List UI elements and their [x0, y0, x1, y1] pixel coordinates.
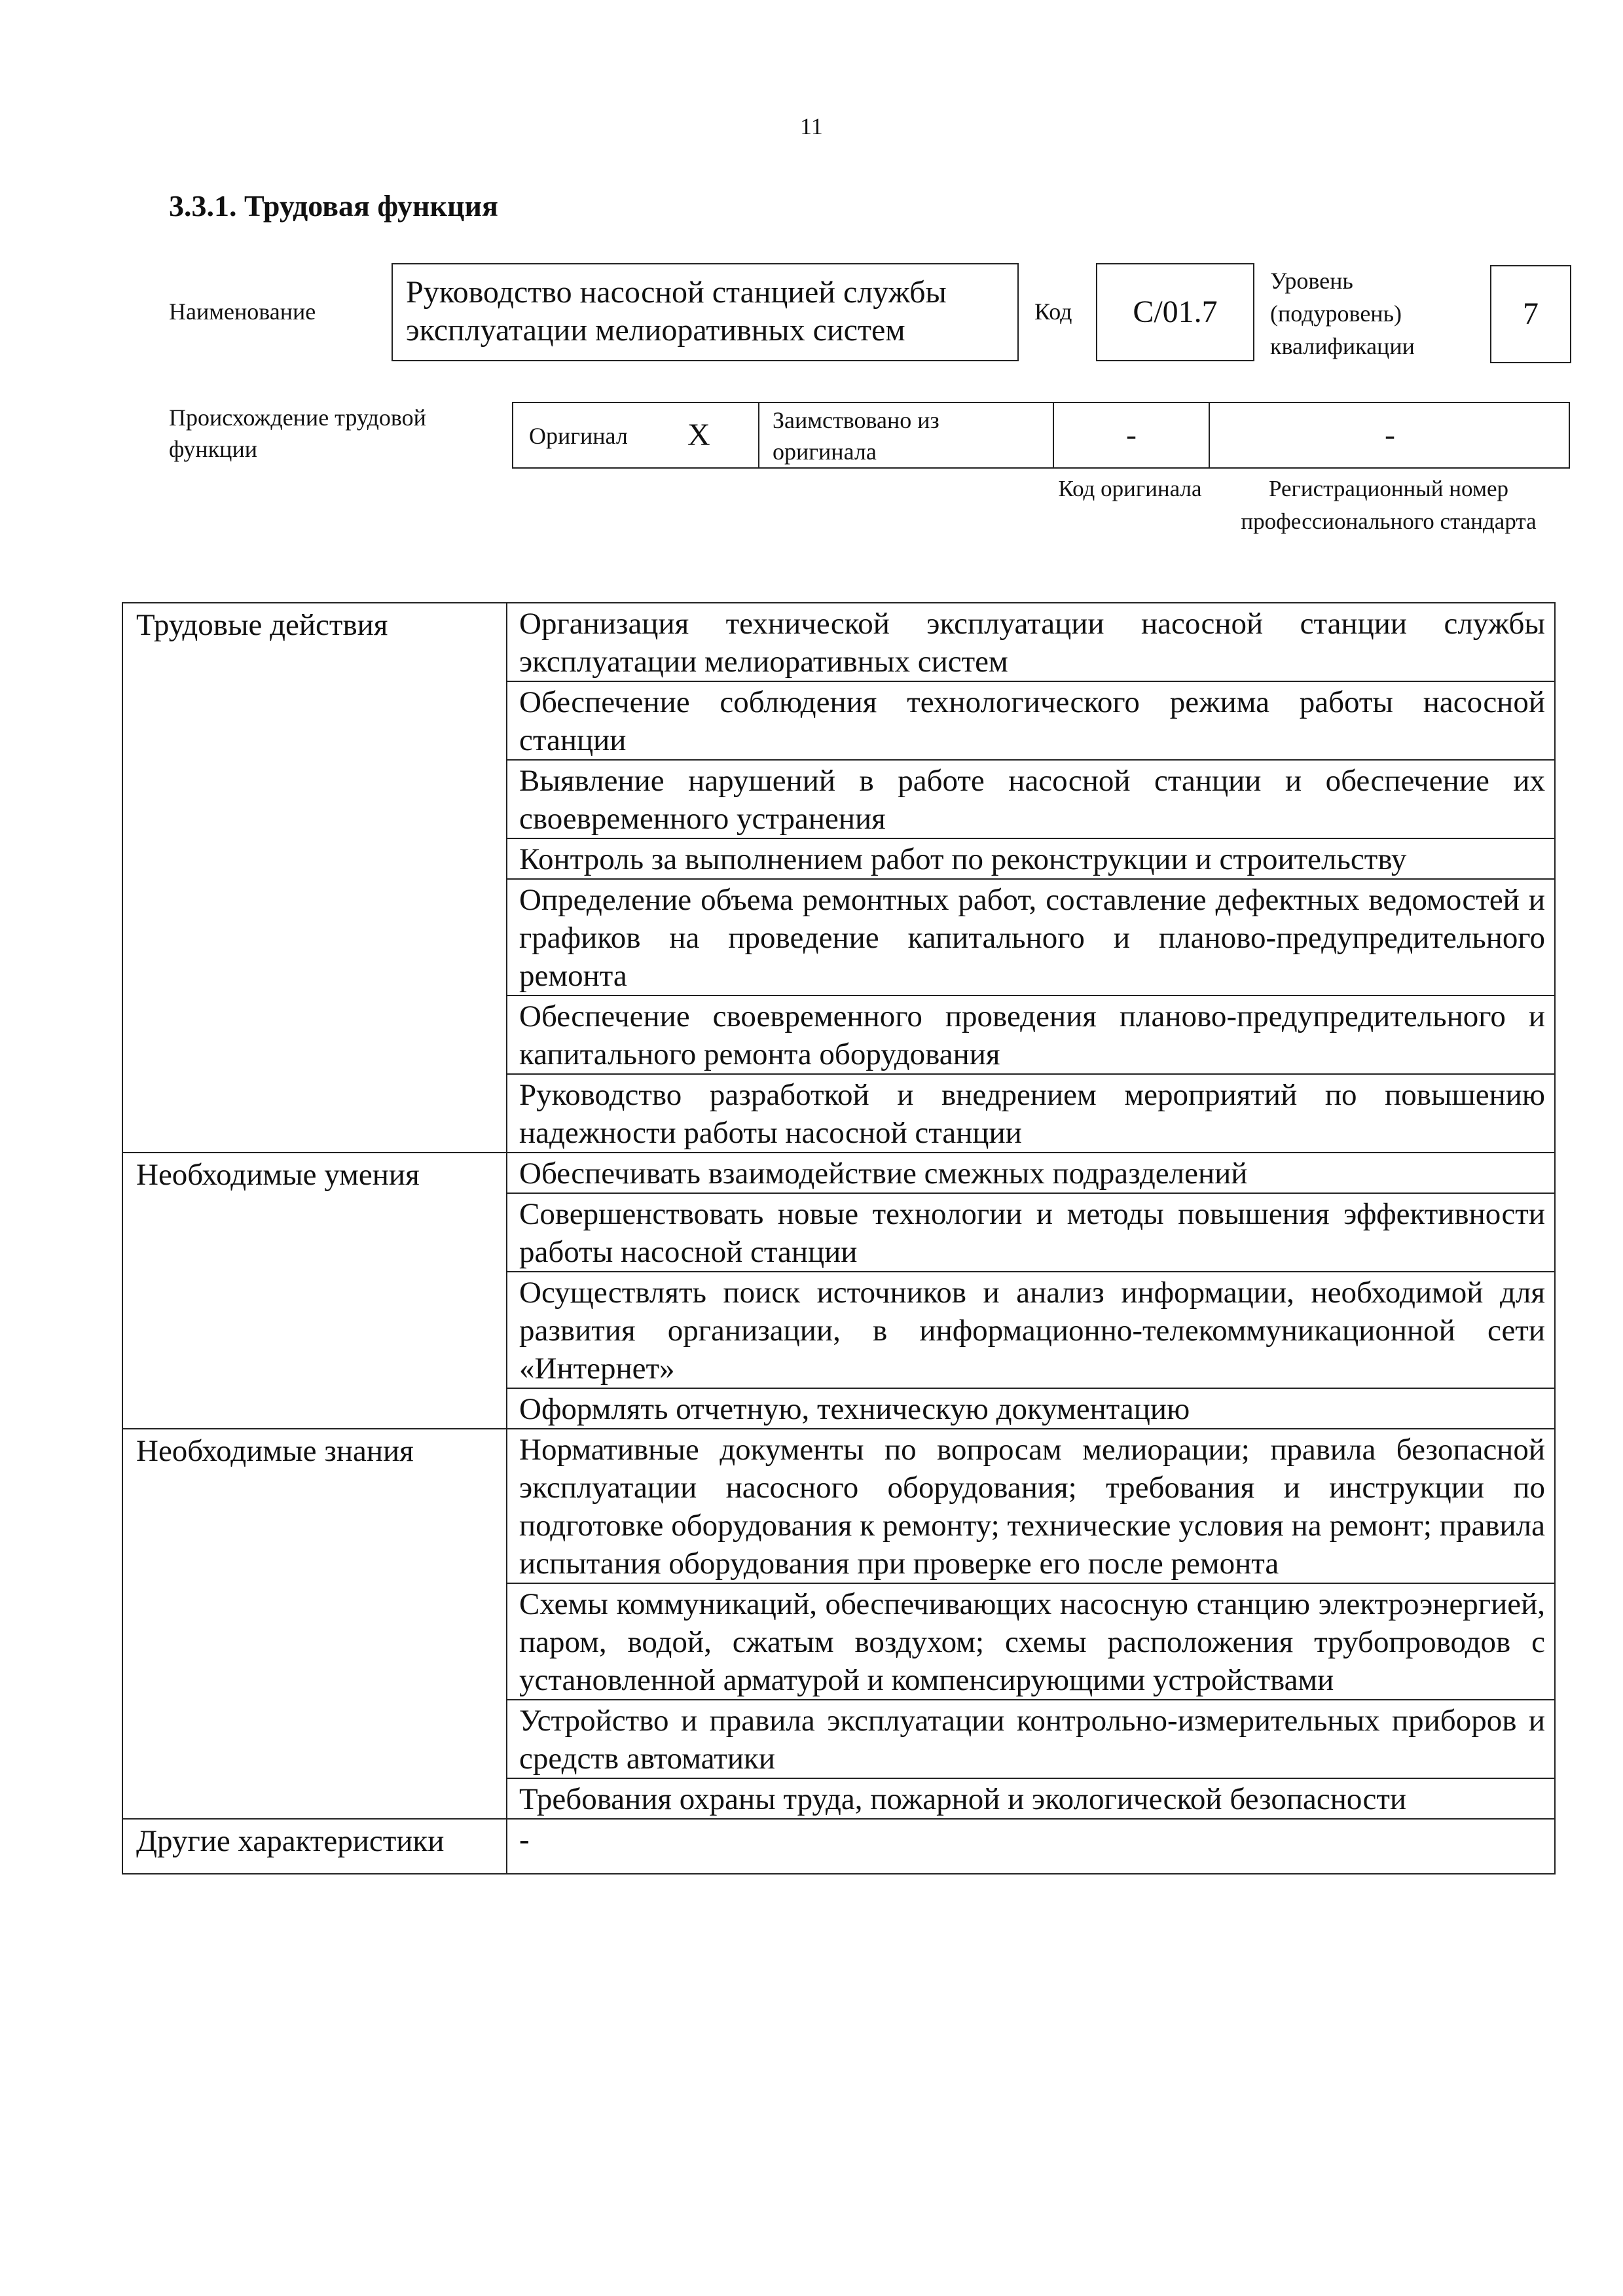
level-value: 7: [1523, 296, 1539, 331]
level-label: Уровень (подуровень) квалификации: [1270, 268, 1415, 359]
table-item: Схемы коммуникаций, обеспечивающих насосную станцию электроэнергией, паром, водой, сжатым воздухом; схемы расположения трубопроводов с установленной арматурой и компенсирующими устройствами: [507, 1583, 1555, 1700]
table-item: Выявление нарушений в работе насосной станции и обеспечение их своевременного устранения: [507, 760, 1555, 838]
original-code-value: -: [1126, 418, 1137, 452]
competency-table: [122, 602, 1556, 1874]
table-item: Контроль за выполнением работ по реконструкции и строительству: [507, 838, 1555, 879]
category-knowledge: Необходимые знания: [122, 1429, 507, 1819]
borrowed-label: Заимствовано из оригинала: [773, 407, 939, 465]
table-item: Руководство разработкой и внедрением мероприятий по повышению надежности работы насосной станции: [507, 1074, 1555, 1153]
origin-label: Происхождение трудовой функции: [169, 404, 426, 462]
table-item: -: [507, 1819, 1555, 1874]
table-item: Организация технической эксплуатации насосной станции службы эксплуатации мелиоративных систем: [507, 603, 1555, 681]
table-item: Оформлять отчетную, техническую документацию: [507, 1388, 1555, 1429]
name-value: Руководство насосной станцией службы эксплуатации мелиоративных систем: [406, 275, 947, 348]
section-title: 3.3.1. Трудовая функция: [169, 189, 498, 223]
table-item: Требования охраны труда, пожарной и экологической безопасности: [507, 1778, 1555, 1819]
table-item: Нормативные документы по вопросам мелиорации; правила безопасной эксплуатации насосного оборудования; требования и инструкции по подготовке оборудования к ремонту; технические условия на ремонт; правила испытания оборудования при проверке его после ремонта: [507, 1429, 1555, 1583]
reg-number-value: -: [1385, 418, 1395, 452]
table-item: Обеспечение своевременного проведения планово-предупредительного и капитального ремонта оборудования: [507, 996, 1555, 1074]
table-item: Осуществлять поиск источников и анализ информации, необходимой для развития организации, в информационно-телекоммуникационной сети «Интернет»: [507, 1272, 1555, 1388]
code-label: Код: [1034, 298, 1072, 325]
category-labor-actions: Трудовые действия: [122, 603, 507, 1153]
name-value-box: [392, 263, 1019, 361]
table-row: [122, 1819, 1555, 1874]
origin-box: [512, 402, 1570, 469]
level-value-box: [1490, 265, 1571, 363]
code-value: C/01.7: [1133, 295, 1218, 329]
original-label: Оригинал: [529, 423, 628, 449]
table-item: Устройство и правила эксплуатации контрольно-измерительных приборов и средств автоматики: [507, 1700, 1555, 1778]
reg-number-caption: Регистрационный номер профессионального стандарта: [1241, 476, 1537, 534]
page-number: 11: [800, 113, 823, 139]
table-row: [122, 603, 1555, 681]
table-item: Обеспечение соблюдения технологического режима работы насосной станции: [507, 681, 1555, 760]
table-item: Обеспечивать взаимодействие смежных подразделений: [507, 1153, 1555, 1193]
table-item: Совершенствовать новые технологии и методы повышения эффективности работы насосной станции: [507, 1193, 1555, 1272]
original-code-caption: Код оригинала: [1058, 476, 1202, 501]
category-skills: Необходимые умения: [122, 1153, 507, 1429]
category-other: Другие характеристики: [122, 1819, 507, 1874]
table-item: Определение объема ремонтных работ, составление дефектных ведомостей и графиков на проведение капитального и планово-предупредительного ремонта: [507, 879, 1555, 996]
code-value-box: [1096, 263, 1254, 361]
name-label: Наименование: [169, 298, 316, 325]
table-row: [122, 1429, 1555, 1583]
table-row: [122, 1153, 1555, 1193]
original-mark: X: [687, 418, 710, 452]
